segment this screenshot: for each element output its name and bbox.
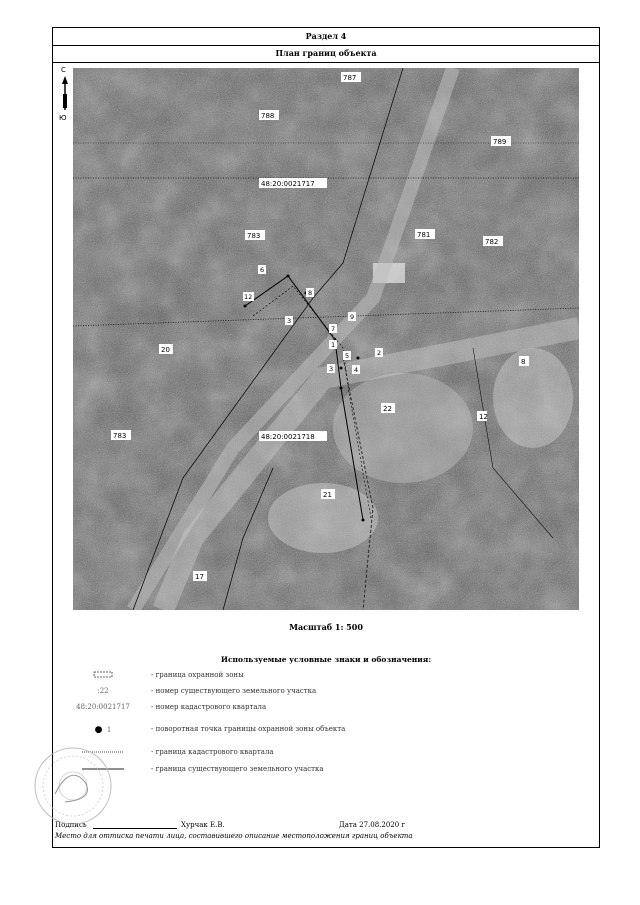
legend-item-turning-point [53,725,599,739]
svg-text:9: 9 [350,313,355,321]
quarter-number-symbol: 48:20:0021717 [76,703,130,711]
parcel-label-21: 21 [323,491,332,499]
turning-point-symbol: ● 1 [94,725,112,735]
legend-item-parcel-boundary [53,765,599,779]
aerial-map [73,68,579,610]
signature-line [93,828,177,829]
south-label: Ю [59,114,67,122]
document-frame [52,27,600,848]
legend-text-parcel-boundary: - граница существующего земельного участка [151,765,324,773]
signature-date: Дата 27.08.2020 г [339,821,406,829]
parcel-label-17: 17 [195,573,204,581]
svg-text:2: 2 [377,349,382,357]
parcel-label-789: 789 [493,138,507,146]
legend-item-quarter-number [53,703,599,717]
parcel-label-22: 22 [383,405,392,413]
svg-text:6: 6 [260,266,265,274]
parcel-label-20: 20 [161,346,170,354]
legend-title: Используемые условные знаки и обозначения: [220,655,432,664]
section-header: Раздел 4 [53,28,599,46]
map-scale: Масштаб 1: 500 [289,622,363,632]
svg-text:1: 1 [331,341,336,349]
legend-item-quarter-boundary [53,748,599,762]
svg-text:5: 5 [345,352,350,360]
map-canvas [73,68,579,610]
parcel-label-782: 782 [485,238,499,246]
parcel-number-symbol: :22 [97,687,109,695]
svg-text:7: 7 [331,325,336,333]
parcel-label-788: 788 [261,112,275,120]
cadastral-label-2: 48:20:0021718 [261,433,315,441]
cadastral-label-1: 48:20:0021717 [261,180,315,188]
svg-text:3: 3 [329,365,334,373]
svg-text:3: 3 [287,317,292,325]
signer-name: Хурчак Е.В. [181,821,225,829]
parcel-label-783: 783 [113,432,127,440]
north-arrow-icon [58,66,72,146]
legend-text-quarter-number: - номер кадастрового квартала [151,703,267,711]
parcel-label-781: 781 [417,231,431,239]
turning-point-symbol-label: 1 [106,726,112,734]
signature-label: Подпись [55,821,87,829]
zone-boundary-symbol [63,671,143,679]
svg-text:8: 8 [308,289,313,297]
plan-title: План границ объекта [53,45,599,63]
north-label: С [61,66,66,74]
seal-place-note: Место для оттиска печати лица, составившего описание местоположения границ объекта [55,832,413,840]
svg-text:12: 12 [244,293,253,301]
legend-text-zone: - граница охранной зоны [151,671,244,679]
legend-text-parcel-number: - номер существующего земельного участка [151,687,317,695]
parcel-label-783a: 783 [247,232,261,240]
parcel-label-8: 8 [521,358,526,366]
legend-item-parcel-number [53,687,599,701]
legend-text-turning-point: - поворотная точка границы охранной зоны объекта [151,725,346,733]
stamp-seal [25,744,121,828]
svg-text:4: 4 [354,366,359,374]
legend-text-quarter-boundary: - граница кадастрового квартала [151,748,274,756]
legend-item-zone [53,671,599,685]
parcel-label-12: 12 [479,413,488,421]
parcel-label-787: 787 [343,74,357,82]
